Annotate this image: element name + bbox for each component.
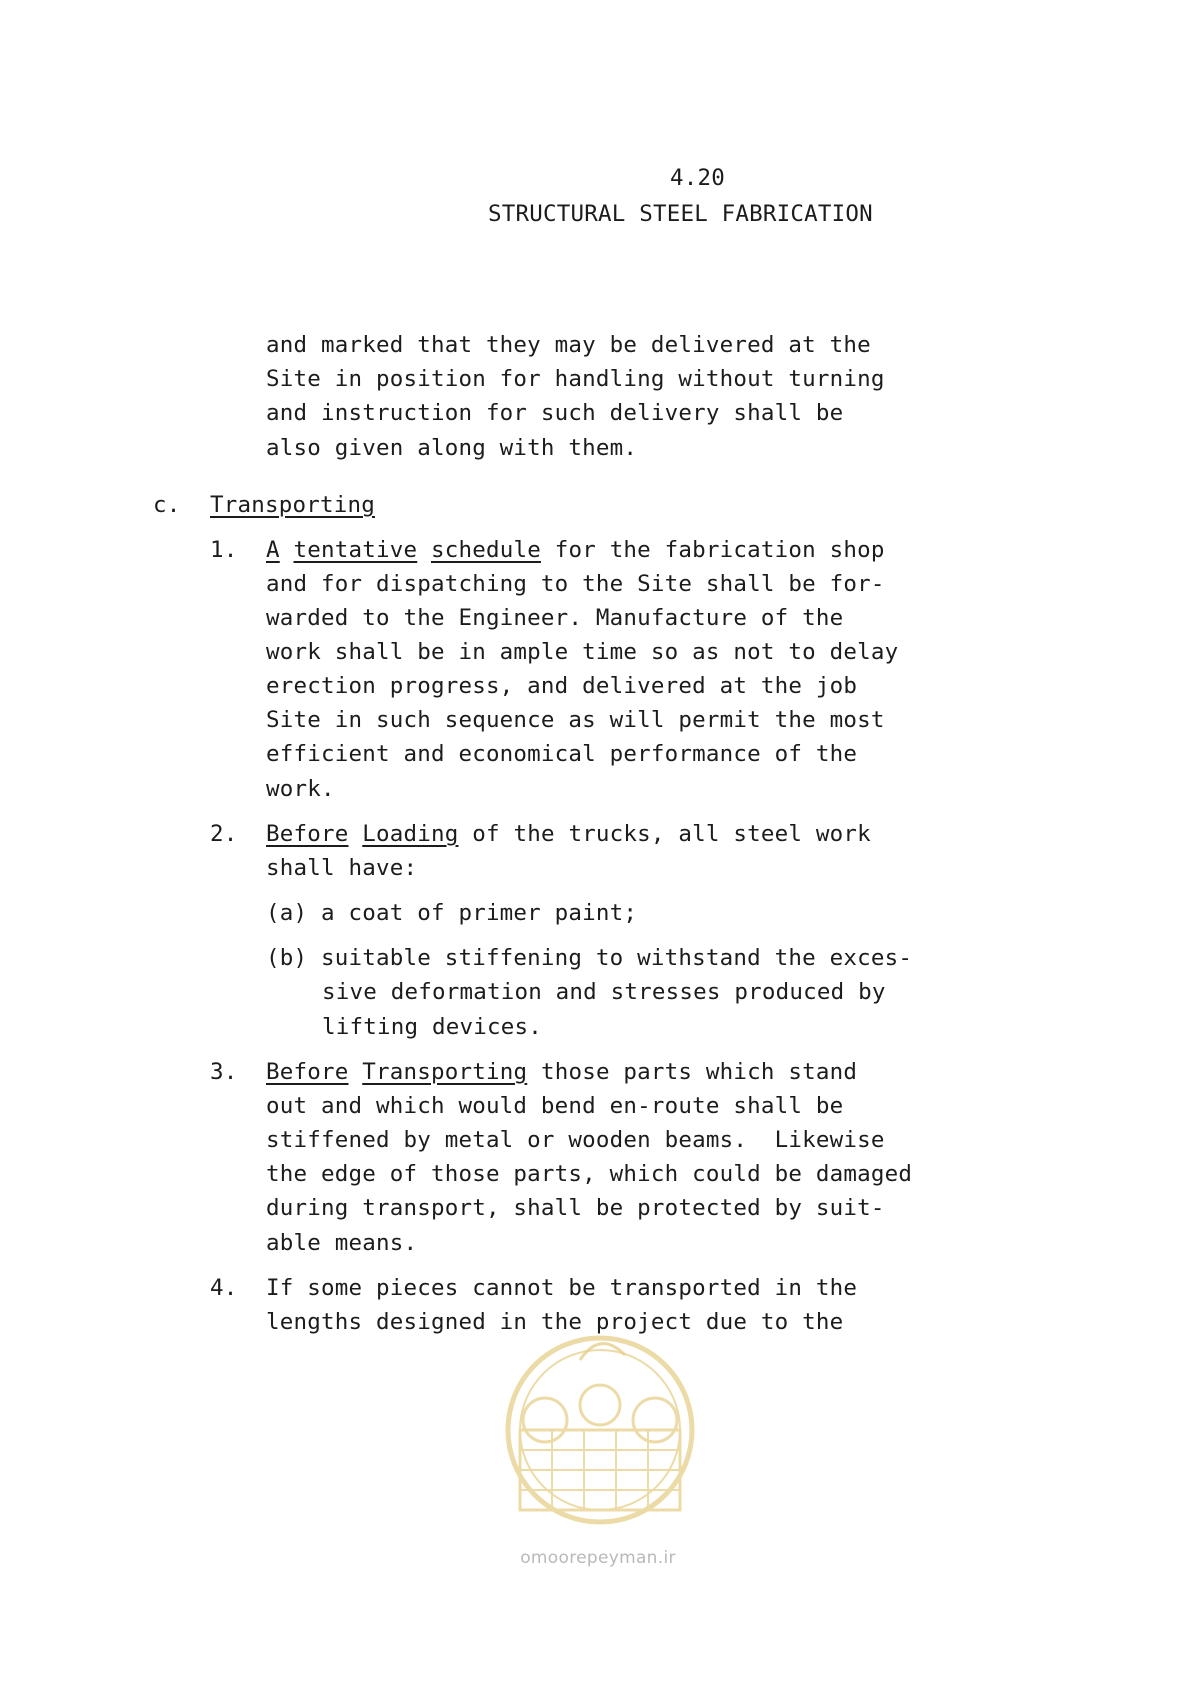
item-3-first-rest: those parts which stand xyxy=(540,1059,858,1085)
item-3-line: stiffened by metal or wooden beams. Likewise xyxy=(266,1127,885,1153)
item-3-underlined-transporting: Transporting xyxy=(362,1059,528,1085)
item-1-first-line xyxy=(266,532,885,569)
item-2-underlined-loading: Loading xyxy=(362,821,459,847)
item-3-number: 3. xyxy=(210,1059,238,1085)
item-2-sub-a: (a) a coat of primer paint; xyxy=(266,900,638,926)
intro-line: Site in position for handling without turning xyxy=(266,366,885,392)
section-title: STRUCTURAL STEEL FABRICATION xyxy=(488,201,873,227)
item-1-line: work shall be in ample time so as not to delay xyxy=(266,639,899,665)
intro-line: also given along with them. xyxy=(266,435,638,461)
intro-line: and instruction for such delivery shall be xyxy=(266,400,844,426)
item-4-number: 4. xyxy=(210,1275,238,1301)
item-4-line: lengths designed in the project due to the xyxy=(266,1309,844,1335)
item-2-sub-b: (b) suitable stiffening to withstand the exces- xyxy=(266,945,913,971)
item-1-first-rest: for the fabrication shop xyxy=(554,537,885,563)
intro-line: and marked that they may be delivered at the xyxy=(266,332,871,358)
item-1-line: efficient and economical performance of the xyxy=(266,741,858,767)
item-1-underlined-a: A xyxy=(266,537,280,563)
section-c-heading: Transporting xyxy=(210,492,375,518)
item-3-line: able means. xyxy=(266,1230,418,1256)
item-1-underlined-tentative: tentative xyxy=(293,537,418,563)
item-3-line: the edge of those parts, which could be damaged xyxy=(266,1161,913,1187)
item-2-sub-b-line: sive deformation and stresses produced by xyxy=(322,979,886,1005)
item-1-line: warded to the Engineer. Manufacture of the xyxy=(266,605,844,631)
item-3-underlined-before: Before xyxy=(266,1059,349,1085)
item-2-line: shall have: xyxy=(266,855,418,881)
item-3-line: out and which would bend en-route shall be xyxy=(266,1093,844,1119)
item-1-line: work. xyxy=(266,776,335,802)
item-3-line: during transport, shall be protected by suit- xyxy=(266,1195,885,1221)
section-number: 4.20 xyxy=(670,165,725,191)
item-1-line: and for dispatching to the Site shall be for- xyxy=(266,571,885,597)
item-2-number: 2. xyxy=(210,821,238,847)
item-3-first-line xyxy=(266,1054,857,1091)
item-4-line: If some pieces cannot be transported in the xyxy=(266,1275,858,1301)
watermark-site: omoorepeyman.ir xyxy=(520,1548,676,1568)
item-2-first-line xyxy=(266,816,871,853)
item-2-sub-b-line: lifting devices. xyxy=(322,1014,542,1040)
section-c-letter: c. xyxy=(153,492,181,518)
item-1-underlined-schedule: schedule xyxy=(430,537,541,563)
item-2-underlined-before: Before xyxy=(266,821,349,847)
item-1-line: Site in such sequence as will permit the most xyxy=(266,707,885,733)
item-1-line: erection progress, and delivered at the job xyxy=(266,673,858,699)
item-2-first-rest: of the trucks, all steel work xyxy=(472,821,871,847)
item-1-number: 1. xyxy=(210,537,238,563)
